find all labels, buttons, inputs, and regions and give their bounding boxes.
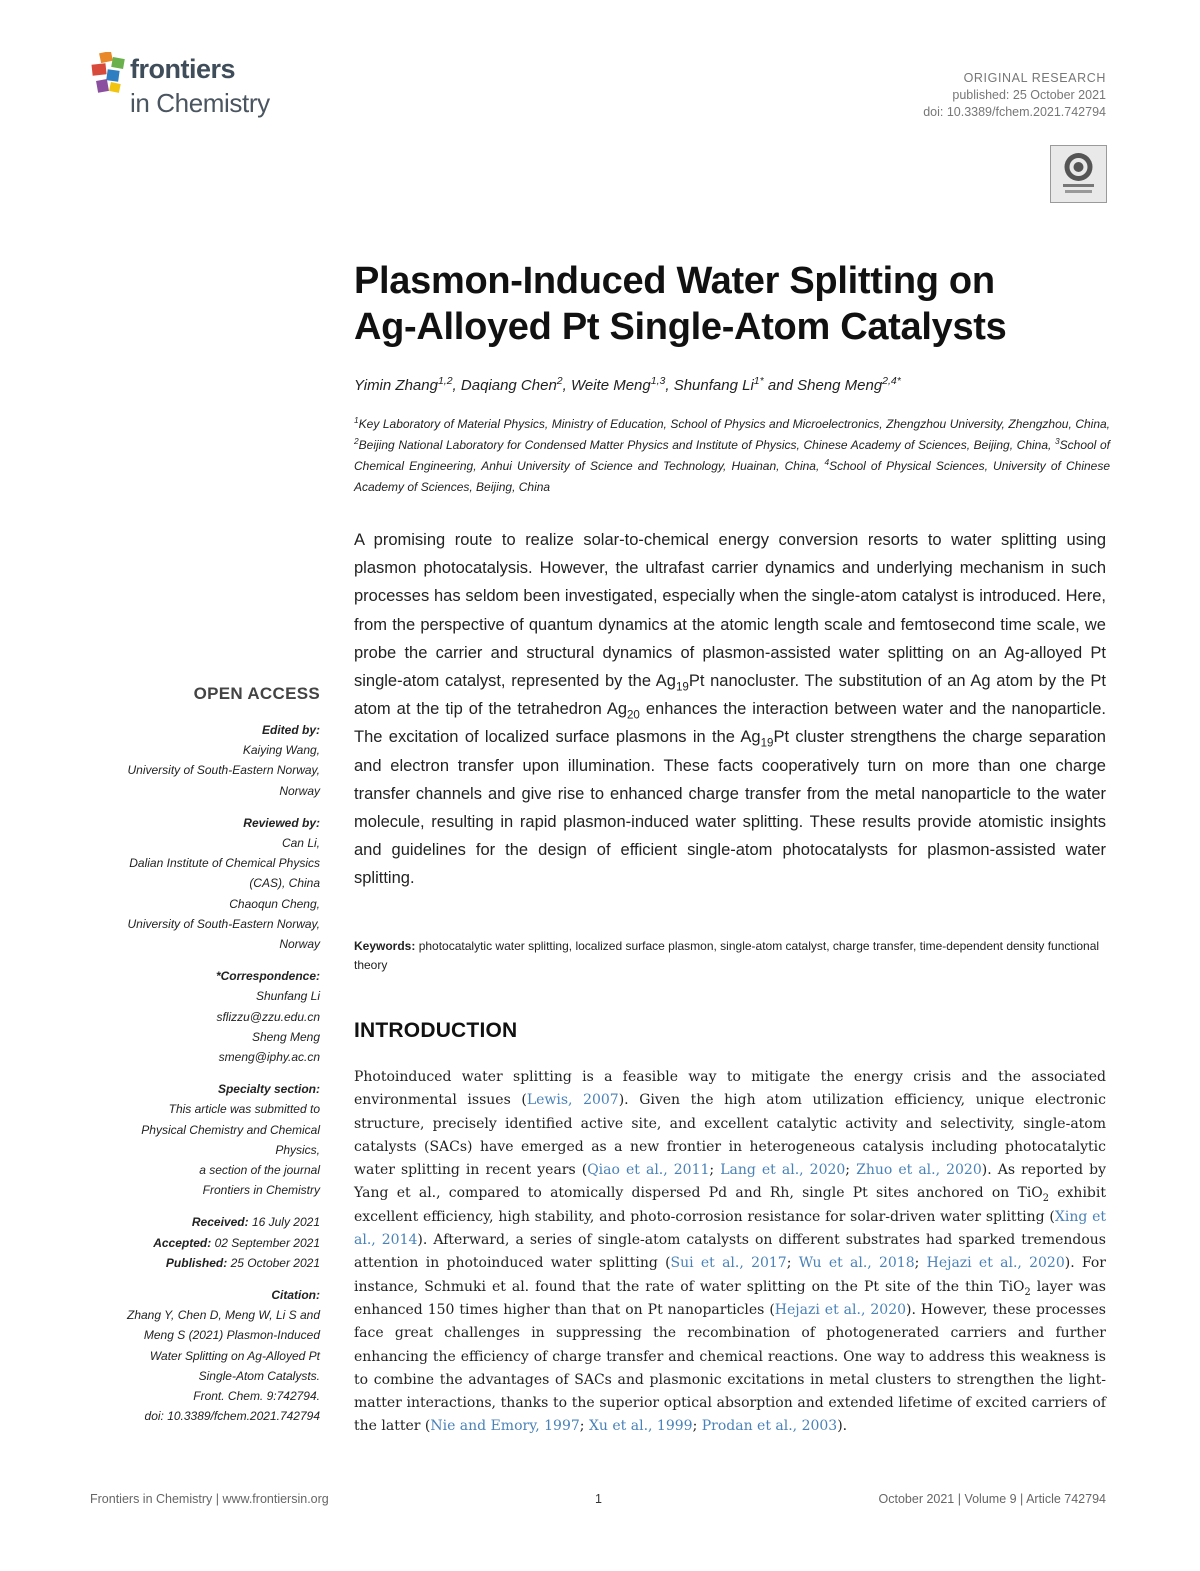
title-line-2: Ag-Alloyed Pt Single-Atom Catalysts [354, 306, 1007, 348]
footer-page-number: 1 [595, 1492, 602, 1506]
sidebar-line: University of South-Eastern Norway, [127, 763, 320, 778]
crossmark-icon [1051, 146, 1106, 202]
author-separator: , [665, 377, 674, 394]
text-run: enhances the interaction between water and the nanoparticle. The excitation of localized surface plasmons in the Ag [354, 700, 1106, 747]
sidebar-line: Water Splitting on Ag-Alloyed Pt [149, 1348, 320, 1363]
affiliation-text: Beijing National Laboratory for Condensed Matter Physics and Institute of Physics, Chinese Academy of Sciences, Beijing, China, [358, 438, 1055, 452]
citation-list [80, 1305, 320, 1426]
author-name[interactable]: Shunfang Li [673, 377, 754, 394]
text-run: ). Afterward, a series of single-atom catalysts on different substrates had sparked tremendous attention in photoinduced water splitting ( [354, 1232, 1106, 1272]
citation-link[interactable]: Sui et al., 2017 [670, 1255, 787, 1272]
text-run: ). As reported by Yang et al., compared to atomically dispersed Pd and Rh, single Pt sites anchored on TiO [354, 1162, 1106, 1202]
citation-link[interactable]: Xu et al., 1999 [588, 1418, 693, 1435]
article-doi[interactable]: doi: 10.3389/fchem.2021.742794 [923, 105, 1106, 119]
journal-logo[interactable] [90, 50, 310, 125]
open-access-label: OPEN ACCESS [193, 684, 320, 703]
sidebar-line: Zhang Y, Chen D, Meng W, Li S and [126, 1308, 320, 1323]
published-date: published: 25 October 2021 [952, 88, 1106, 102]
sidebar-line: Kaiying Wang, [242, 743, 320, 758]
sidebar-line: Single-Atom Catalysts. [198, 1368, 320, 1383]
author-name[interactable]: Weite Meng [570, 377, 651, 394]
sidebar-line: a section of the journal [199, 1163, 320, 1178]
sidebar-line: (CAS), China [249, 876, 320, 891]
reviewed-by-label: Reviewed by: [243, 815, 320, 830]
article-meta-header [923, 70, 1106, 121]
title-line-1: Plasmon-Induced Water Splitting on [354, 260, 995, 302]
citation-link[interactable]: Nie and Emory, 1997 [430, 1418, 580, 1435]
sidebar-line: Frontiers in Chemistry [202, 1183, 320, 1198]
author-affiliation-marker: 1* [753, 375, 764, 387]
frontiers-logo-icon [90, 52, 128, 96]
correspondence-label: *Correspondence: [215, 969, 320, 984]
sidebar-line: doi: 10.3389/fchem.2021.742794 [144, 1409, 320, 1424]
author-separator: and [763, 377, 798, 394]
text-run: ; [692, 1418, 702, 1435]
sidebar-line: Physical Chemistry and Chemical [141, 1122, 320, 1137]
sidebar-line: Shunfang Li [255, 989, 320, 1004]
subscript: 19 [760, 737, 774, 750]
sidebar-line: Front. Chem. 9:742794. [193, 1389, 320, 1404]
accepted-date: Accepted: 02 September 2021 [153, 1235, 320, 1250]
affiliations [354, 414, 1110, 498]
citation-label: Citation: [271, 1288, 320, 1303]
affiliation-text: Key Laboratory of Material Physics, Ministry of Education, School of Physics and Microelectronics, Zhengzhou University, Zhengzhou, China, [358, 417, 1110, 431]
author-separator: , [452, 377, 461, 394]
citation-link[interactable]: Qiao et al., 2011 [587, 1162, 710, 1179]
author-affiliation-marker: 1,3 [650, 375, 666, 387]
text-run: ; [845, 1162, 857, 1179]
keywords-text: photocatalytic water splitting, localized surface plasmon, single-atom catalyst, charge transfer, time-dependent density functional theory [354, 939, 1100, 972]
text-run: ). However, these processes face great challenges in suppressing the recombination of photogenerated carriers and further enhancing the efficiency of charge transfer and chemical reactions. One way to address this weakness is to combine the advantages of SACs and plasmonic excitations in metal clusters to strengthen the light-matter interactions, thanks to the superior optical absorption and extended lifetime of excited carriers of the latter ( [354, 1301, 1106, 1435]
author-name[interactable]: Daqiang Chen [460, 377, 557, 394]
introduction-body [354, 1066, 1106, 1439]
affiliation-text: School of Chemical Engineering, Anhui University of Science and Technology, Huainan, China, [354, 438, 1110, 473]
sidebar-line: This article was submitted to [168, 1102, 320, 1117]
text-run: ; [786, 1255, 799, 1272]
text-run: A promising route to realize solar-to-chemical energy conversion resorts to water splitting using plasmon photocatalysis. However, the ultrafast carrier dynamics and underlying mechanism in such processes has seldom been investigated, especially when the single-atom catalyst is introduced. Here, from the perspective of quantum dynamics at the atomic length scale and femtosecond time scale, we probe the carrier and structural dynamics of plasmon-assisted water splitting on an Ag-alloyed Pt single-atom catalyst, represented by the Ag [354, 531, 1106, 691]
sidebar-line: Physics, [275, 1142, 320, 1157]
text-run: ). For instance, Schmuki et al. found that the rate of water splitting on the Pt site of the thin TiO [354, 1255, 1107, 1295]
text-run: Photoinduced water splitting is a feasible way to mitigate the energy crisis and the associated environmental issues ( [354, 1069, 1106, 1109]
text-run: layer was enhanced 150 times higher than that on Pt nanoparticles ( [354, 1278, 1106, 1318]
published-date-sidebar: Published: 25 October 2021 [165, 1255, 320, 1270]
citation-link[interactable]: Hejazi et al., 2020 [774, 1301, 907, 1318]
affiliation-marker: 4 [824, 457, 830, 467]
keywords-label: Keywords: [354, 939, 416, 953]
author-name[interactable]: Sheng Meng [797, 377, 883, 394]
text-run: ). [837, 1418, 848, 1435]
citation-link[interactable]: Wu et al., 2018 [798, 1255, 915, 1272]
text-run: ; [579, 1418, 589, 1435]
specialty-section-list [80, 1099, 320, 1200]
edited-by-list [80, 740, 320, 801]
article-sidebar [80, 682, 320, 1427]
sidebar-line: Norway [279, 783, 320, 798]
subscript: 19 [676, 681, 689, 694]
text-run: ; [709, 1162, 721, 1179]
footer-issue-info: October 2021 | Volume 9 | Article 742794 [878, 1492, 1106, 1506]
text-run: ). Given the high atom utilization efficiency, unique electronic structure, precisely identified active site, and excellent catalytic activity and selectivity, single-atom catalysts (SACs) have emerged as a new frontier in heterogeneous catalysis including photocatalytic water splitting in recent years ( [354, 1092, 1106, 1179]
text-run: Pt nanocluster. The substitution of an Ag atom by the Pt atom at the tip of the tetrahedron Ag [354, 672, 1106, 719]
sidebar-line: University of South-Eastern Norway, [127, 916, 320, 931]
sidebar-line: sflizzu@zzu.edu.cn [216, 1009, 320, 1024]
author-affiliation-marker: 1,2 [437, 375, 453, 387]
citation-link[interactable]: Hejazi et al., 2020 [926, 1255, 1065, 1272]
citation-link[interactable]: Lewis, 2007 [526, 1092, 619, 1109]
subscript: 20 [627, 709, 640, 722]
text-run: Pt cluster strengthens the charge separation and electron transfer upon illumination. These facts cooperatively turn on more than one charge transfer channels and give rise to enhanced charge transfer from the metal nanoparticle to the water molecule, resulting in rapid plasmon-induced water splitting. These results provide atomistic insights and guidelines for the design of efficient single-atom photocatalysts for plasmon-assisted water splitting. [354, 728, 1106, 888]
affiliation-text: School of Physical Sciences, University of Chinese Academy of Sciences, Beijing, China [354, 459, 1111, 494]
author-name[interactable]: Yimin Zhang [354, 377, 438, 394]
received-date: Received: 16 July 2021 [191, 1215, 320, 1230]
correspondence-list[interactable] [80, 986, 320, 1067]
citation-link[interactable]: Zhuo et al., 2020 [856, 1162, 982, 1179]
reviewed-by-list [80, 833, 320, 954]
author-affiliation-marker: 2,4* [882, 375, 901, 387]
author-affiliation-marker: 2 [556, 375, 563, 387]
author-separator: , [562, 377, 571, 394]
citation-link[interactable]: Lang et al., 2020 [720, 1162, 846, 1179]
sidebar-line: Dalian Institute of Chemical Physics [129, 856, 320, 871]
footer-journal-link[interactable]: Frontiers in Chemistry | www.frontiersin.org [90, 1492, 329, 1506]
sidebar-line: Meng S (2021) Plasmon-Induced [143, 1328, 320, 1343]
affiliation-marker: 1 [354, 415, 359, 425]
subscript: 2 [1024, 1286, 1031, 1298]
article-title [354, 258, 1134, 350]
text-run: exhibit excellent efficiency, high stability, and photo-corrosion resistance for solar-driven water splitting ( [354, 1185, 1106, 1225]
section-heading-introduction: INTRODUCTION [354, 1019, 518, 1042]
affiliation-marker: 2 [354, 436, 359, 446]
sidebar-line: Sheng Meng [251, 1029, 320, 1044]
specialty-section-label: Specialty section: [217, 1082, 320, 1097]
subscript: 2 [1042, 1193, 1050, 1205]
article-type: ORIGINAL RESEARCH [963, 71, 1106, 85]
affiliation-marker: 3 [1054, 436, 1060, 446]
journal-name-line2: in Chemistry [130, 88, 270, 118]
edited-by-label: Edited by: [261, 723, 320, 737]
sidebar-line: Norway [279, 937, 320, 952]
keywords [354, 937, 1106, 975]
author-list [354, 377, 1114, 394]
text-run: ; [914, 1255, 927, 1272]
sidebar-line: smeng@iphy.ac.cn [218, 1050, 320, 1065]
crossmark-badge[interactable] [1050, 145, 1107, 203]
journal-name-line1: frontiers [130, 54, 236, 84]
sidebar-line: Chaoqun Cheng, [229, 896, 320, 911]
citation-link[interactable]: Xing et al., 2014 [354, 1208, 1106, 1249]
abstract [354, 526, 1106, 893]
sidebar-line: Can Li, [281, 836, 320, 851]
citation-link[interactable]: Prodan et al., 2003 [701, 1418, 838, 1435]
